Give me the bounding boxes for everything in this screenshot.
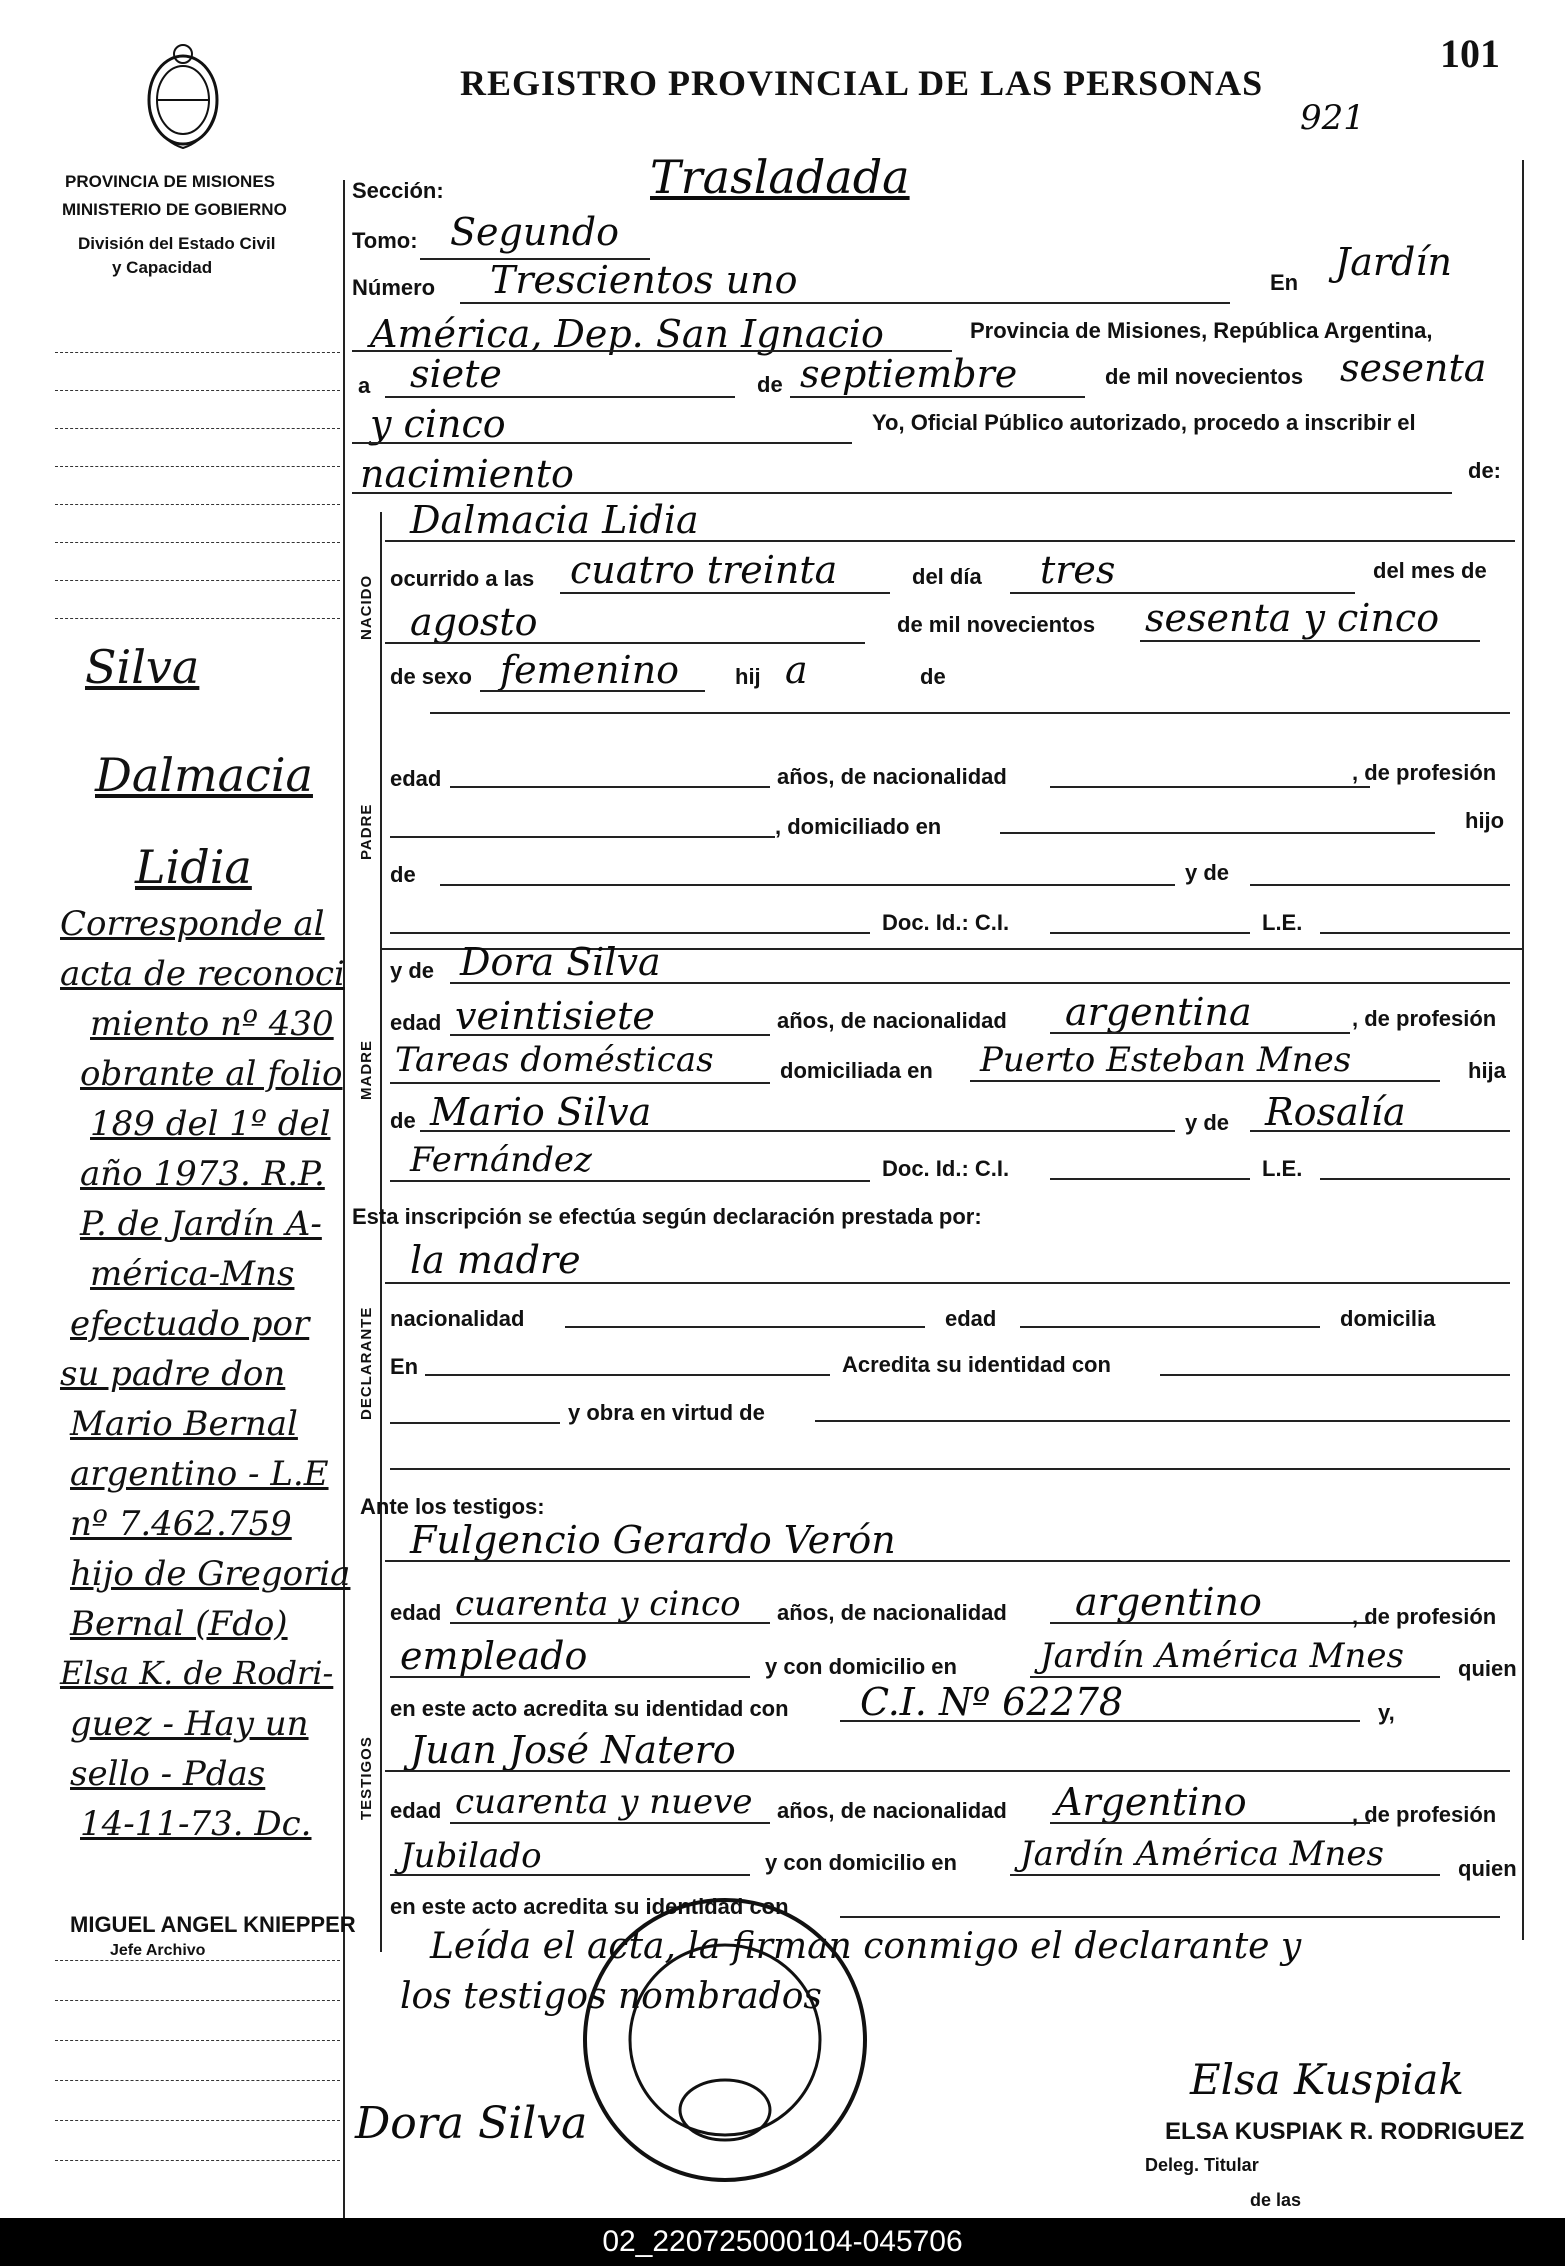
ante-label: Ante los testigos: [360,1494,545,1519]
madre-anios-label: años, de nacionalidad [777,1008,1007,1033]
del-dia-label: del día [912,564,982,589]
padre-doc-label: Doc. Id.: C.I. [882,910,1010,935]
firma-oficial: Elsa Kuspiak [1190,2055,1464,2104]
lugar-value: América, Dep. San Ignacio [370,312,884,356]
officer-role: Deleg. Titular [1145,2155,1259,2175]
t2-prof-label: , de profesión [1352,1802,1497,1827]
de-sexo-label: de sexo [390,664,472,689]
madre-prof-label: , de profesión [1352,1006,1497,1031]
nombre-value: Dalmacia Lidia [410,498,699,542]
hij-suffix: a [785,648,808,692]
anio-nac-value: sesenta y cinco [1145,596,1440,640]
madre-edad-value: veintisiete [455,994,655,1038]
en-value: Jardín [1335,240,1453,284]
seccion-label: Sección: [352,178,444,203]
madre-hija-label: hija [1468,1058,1506,1083]
t1-doc-value: C.I. Nº 62278 [860,1680,1124,1724]
decl-obra-label: y obra en virtud de [568,1400,765,1425]
t1-dom-label: y con domicilio en [765,1654,957,1679]
t1-nac-value: argentino [1075,1580,1262,1624]
officer-name: ELSA KUSPIAK R. RODRIGUEZ [1165,2118,1525,2145]
leida-text-2: los testigos nombrados [400,1976,822,2017]
margin-line-2: Dalmacia [95,748,313,802]
margin-line-18: Bernal (Fdo) [70,1604,288,1644]
margin-line-20: guez - Hay un [70,1704,309,1744]
ocurrido-label: ocurrido a las [390,566,535,591]
officer-role2: de las [1250,2190,1302,2210]
padre-le-label: L.E. [1262,910,1303,935]
sexo-value: femenino [500,648,680,692]
madre-y-de-label: y de [390,958,435,983]
margin-line-10: P. de Jardín A- [80,1204,322,1244]
section-declarante: DECLARANTE [358,1306,375,1420]
domiciliada-label: domiciliada en [780,1058,933,1083]
firma-madre: Dora Silva [355,2098,588,2149]
decl-domicilia-label: domicilia [1340,1306,1436,1331]
madre-y-de2-label: y de [1185,1110,1230,1135]
madre-le-label: L.E. [1262,1156,1303,1181]
esta-insc-label: Esta inscripción se efectúa según declaración prestada por: [352,1204,982,1229]
padre-de-label: de [390,862,416,887]
t1-name: Fulgencio Gerardo Verón [410,1518,896,1562]
en-label: En [1270,270,1299,295]
padre-prof-label: , de profesión [1352,760,1497,785]
t1-prof-label: , de profesión [1352,1604,1497,1629]
de-colon-label: de: [1468,458,1501,483]
yo-label: Yo, Oficial Público autorizado, procedo a inscribir el [872,410,1416,435]
padre-y-de-label: y de [1185,860,1230,885]
coat-of-arms-icon [138,40,228,155]
seccion-value: Trasladada [650,150,910,204]
padre-edad-label: edad [390,766,442,791]
t1-y-label: y, [1378,1700,1395,1725]
a-label: a [358,373,371,398]
t1-en-este-label: en este acto acredita su identidad con [390,1696,789,1721]
t2-name: Juan José Natero [410,1728,736,1772]
t2-prof-value: Jubilado [400,1836,542,1876]
mes-nac-value: agosto [410,600,538,644]
madre-prof-value: Tareas domésticas [395,1040,714,1080]
decl-edad-label: edad [945,1306,997,1331]
t2-en-este-label: en este acto acredita su identidad con [390,1894,789,1919]
dia-value: siete [410,352,502,396]
t2-quien-label: quien [1458,1856,1517,1881]
madre-nac-value: argentina [1065,990,1252,1034]
page-number: 101 [1440,31,1500,76]
t1-edad-value: cuarenta y cinco [455,1584,741,1624]
madre-edad-label: edad [390,1010,442,1035]
margin-line-12: efectuado por [70,1304,310,1344]
t2-dom-label: y con domicilio en [765,1850,957,1875]
margin-line-1: Silva [85,640,200,694]
madre-value: Dora Silva [460,940,661,984]
madre-dom-value: Puerto Esteban Mnes [980,1040,1352,1080]
margin-line-16: nº 7.462.759 [70,1504,292,1544]
leida-text: Leída el acta, la firman conmigo el declarante y [430,1926,1302,1967]
org-line-1: PROVINCIA DE MISIONES [65,172,276,191]
margin-line-13: su padre don [60,1354,286,1394]
margin-line-21: sello - Pdas [70,1754,266,1794]
de-label: de [757,372,783,397]
t1-prof-value: empleado [400,1634,588,1678]
margin-line-17: hijo de Gregoria [70,1554,351,1594]
margin-line-5: acta de reconoci [60,954,345,994]
madre-madre2-value: Fernández [410,1140,592,1180]
org-line-3: División del Estado Civil [78,234,276,253]
stamp-number: 921 [1300,98,1365,138]
tomo-label: Tomo: [352,228,418,253]
margin-line-7: obrante al folio [80,1054,343,1094]
decl-en-label: En [390,1354,419,1379]
anio2-value: y cinco [370,402,506,446]
margin-line-4: Corresponde al [60,904,325,944]
org-line-4: y Capacidad [112,258,213,277]
declarante-value: la madre [410,1238,581,1282]
margin-signer: MIGUEL ANGEL KNIEPPER [70,1912,356,1937]
mil-nov-label: de mil novecientos [1105,364,1304,389]
t2-dom-value: Jardín América Mnes [1020,1834,1384,1874]
decl-acredita-label: Acredita su identidad con [842,1352,1111,1377]
tomo-value: Segundo [450,210,619,254]
del-mes-label: del mes de [1373,558,1487,583]
margin-line-8: 189 del 1º del [90,1104,331,1144]
madre-doc-label: Doc. Id.: C.I. [882,1156,1010,1181]
domiciliado-label: , domiciliado en [775,814,942,839]
madre-madre-value: Rosalía [1265,1090,1406,1134]
section-testigos: TESTIGOS [358,1736,375,1820]
file-id-footer: 02_220725000104-045706 [0,2218,1565,2266]
acto-value: nacimiento [360,452,574,496]
section-padre: PADRE [358,803,375,860]
t2-edad-value: cuarenta y nueve [455,1782,753,1822]
de-mil-nov-label: de mil novecientos [897,612,1096,637]
t2-nac-value: Argentino [1055,1780,1247,1824]
margin-line-15: argentino - L.E [70,1454,329,1494]
t1-quien-label: quien [1458,1656,1517,1681]
form-right-border [1522,160,1524,1940]
provincia-label: Provincia de Misiones, República Argentina, [970,318,1433,343]
madre-de-label: de [390,1108,416,1133]
margin-signer-role: Jefe Archivo [110,1942,206,1959]
margin-line-19: Elsa K. de Rodri- [60,1654,334,1692]
hora-value: cuatro treinta [570,548,838,592]
margin-line-9: año 1973. R.P. [80,1154,325,1194]
t1-dom-value: Jardín América Mnes [1040,1636,1404,1676]
section-madre: MADRE [358,1040,375,1100]
section-divider [380,512,382,1952]
decl-nac-label: nacionalidad [390,1306,525,1331]
margin-line-11: mérica-Mns [90,1254,295,1294]
official-seal-icon [575,1890,875,2190]
section-nacido: NACIDO [358,574,375,640]
t2-edad-label: edad [390,1798,442,1823]
hij-label: hij [735,664,761,689]
t1-anios-label: años, de nacionalidad [777,1600,1007,1625]
margin-line-3: Lidia [135,840,252,894]
anio1-value: sesenta [1340,346,1487,390]
t1-edad-label: edad [390,1600,442,1625]
padre-hijo-label: hijo [1465,808,1505,833]
dia-nac-value: tres [1040,548,1116,592]
padre-anios-label: años, de nacionalidad [777,764,1007,789]
margin-line-6: miento nº 430 [90,1004,334,1044]
numero-label: Número [352,275,436,300]
margin-line-14: Mario Bernal [70,1404,298,1444]
page-title: REGISTRO PROVINCIAL DE LAS PERSONAS [460,63,1264,103]
org-line-2: MINISTERIO DE GOBIERNO [62,200,287,219]
numero-value: Trescientos uno [490,258,798,302]
t2-anios-label: años, de nacionalidad [777,1798,1007,1823]
de2-label: de [920,664,946,689]
margin-line-22: 14-11-73. Dc. [80,1804,312,1844]
madre-padre-value: Mario Silva [430,1090,652,1134]
mes-value: septiembre [800,352,1018,396]
